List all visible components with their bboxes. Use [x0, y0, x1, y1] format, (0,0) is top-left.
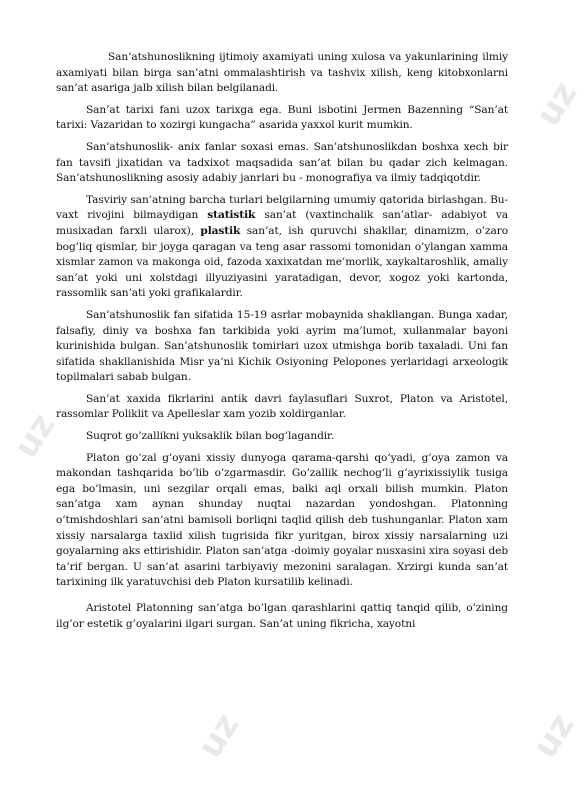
- watermark-mid-left: uz: [6, 406, 64, 466]
- paragraph-not-exact-science: San’atshunoslik- anix fanlar soxasi emas. San’atshunoslikdan boshxa xech bir fan tavsifi jixatidan va tadxixot maqsadida san’at bilan bu qadar zich kelmagan. San’atshunoslikning asosiy adabiy janrlari bu - monografiya va ilmiy tadqiqotdir.: [56, 140, 508, 185]
- paragraph-antiquity: San’at xaxida fikrlarini antik davri faylasuflari Suxrot, Platon va Aristotel, rassomlar Poliklit va Apelleslar xam yozib xoldirganlar.: [56, 392, 508, 421]
- paragraph-aristotle: Aristotel Platonning san’atga bo’lgan qarashlarini qattiq tanqid qilib, o’zining ilg’or estetik g’oyalarini ilgari surgan. San’at uning fikricha, xayotni: [56, 602, 508, 630]
- paragraph-socrates: Suqrot go’zallikni yuksaklik bilan bog’lagandir.: [86, 430, 335, 443]
- watermark-top-right: uz: [528, 74, 585, 134]
- term-plastik: plastik: [200, 224, 241, 237]
- paragraph-fine-arts: [56, 193, 508, 302]
- document-page: [56, 50, 508, 638]
- watermark-bottom-left: uz: [190, 706, 248, 766]
- term-statistik: statistik: [207, 209, 256, 222]
- fine-arts-text-2: san’at (vaxtinchalik san’atlar- adabiyot va musixadan farxli ularox),: [56, 209, 508, 237]
- paragraph-plato: Platon go’zal g’oyani xissiy dunyoga qarama-qarshi qo’yadi, g’oya zamon va makondan tashqarida bo’lib o’zgarmasdir. Go’zallik nechog’li g’ayrixissiylik tusiga ega bo’lmasin, uni sezgilar orqali emas, balki aql orxali bilish mumkin. Platon san’atga xam aynan shunday nuqtai nazardan yondoshgan. Platonning o’tmishdoshlari san’atni bamisoli borliqni taqlid qilish deb tushunganlar. Platon xam xissiy narsalarga taxlid xilish tugrisida fikr yuritgan, birox xissiy narsalarning uzi goyalarning aks ettirishidir. Platon san’atga -doimiy goyalar nusxasini xira soyasi deb ta’rif bergan. U san’at asarini tarbiyaviy mezonini saralagan. Xrzirgi kunda san’at tarixining ilk yaratuvchisi deb Platon kursatilib kelinadi.: [56, 451, 508, 589]
- paragraph-history: San’at tarixi fani uzox tarixga ega. Buni isbotini Jermen Bazenning “San’at tarixi: Vazaridan to xozirgi kungacha” asarida yaxxol kurit mumkin.: [56, 103, 508, 132]
- watermark-bottom-right: uz: [525, 706, 583, 766]
- fine-arts-text-1: Tasviriy san’atning barcha turlari belgilarning umumiy qatorida birlashgan. Bu-vaxt rivojini bilmaydigan: [56, 193, 508, 222]
- fine-arts-text-3: san’at, ish quruvchi shakllar, dinamizm, o’zaro bog’liq qismlar, bir joyga qaragan va teng asar rassomi tomonidan o’ylangan xamma xismlar zamon va makonga oid, fazoda xaxixatdan me’morlik, xaykaltaroshlik, amaliy san’at yoki uni xolstdagi illyuziyasini yaratadigan, devor, xogoz yoki kartonda, rassomlik san’ati yoki grafikalardir.: [56, 224, 509, 300]
- paragraph-formation: San’atshunoslik fan sifatida 15-19 asrlar mobaynida shakllangan. Bunga xadar, falsafiy, diniy va boshxa fan tarkibida yoki ayrim ma’lumot, xullanmalar bayoni kurinishida bulgan. San’atshunoslik tomirlari uzox utmishga borib taxaladi. Uni fan sifatida shakllanishida Misr ya’ni Kichik Osiyoning Pelopones yerlaridagi arxeologik topilmalari sabab bulgan.: [56, 308, 508, 384]
- paragraph-intro: San’atshunoslikning ijtimoiy axamiyati uning xulosa va yakunlarining ilmiy axamiyati bilan birga san’atni ommalashtirish va tashvix xilish, keng kitobxonlarni san’at asariga jalb xilish bilan belgilanadi.: [56, 51, 508, 95]
